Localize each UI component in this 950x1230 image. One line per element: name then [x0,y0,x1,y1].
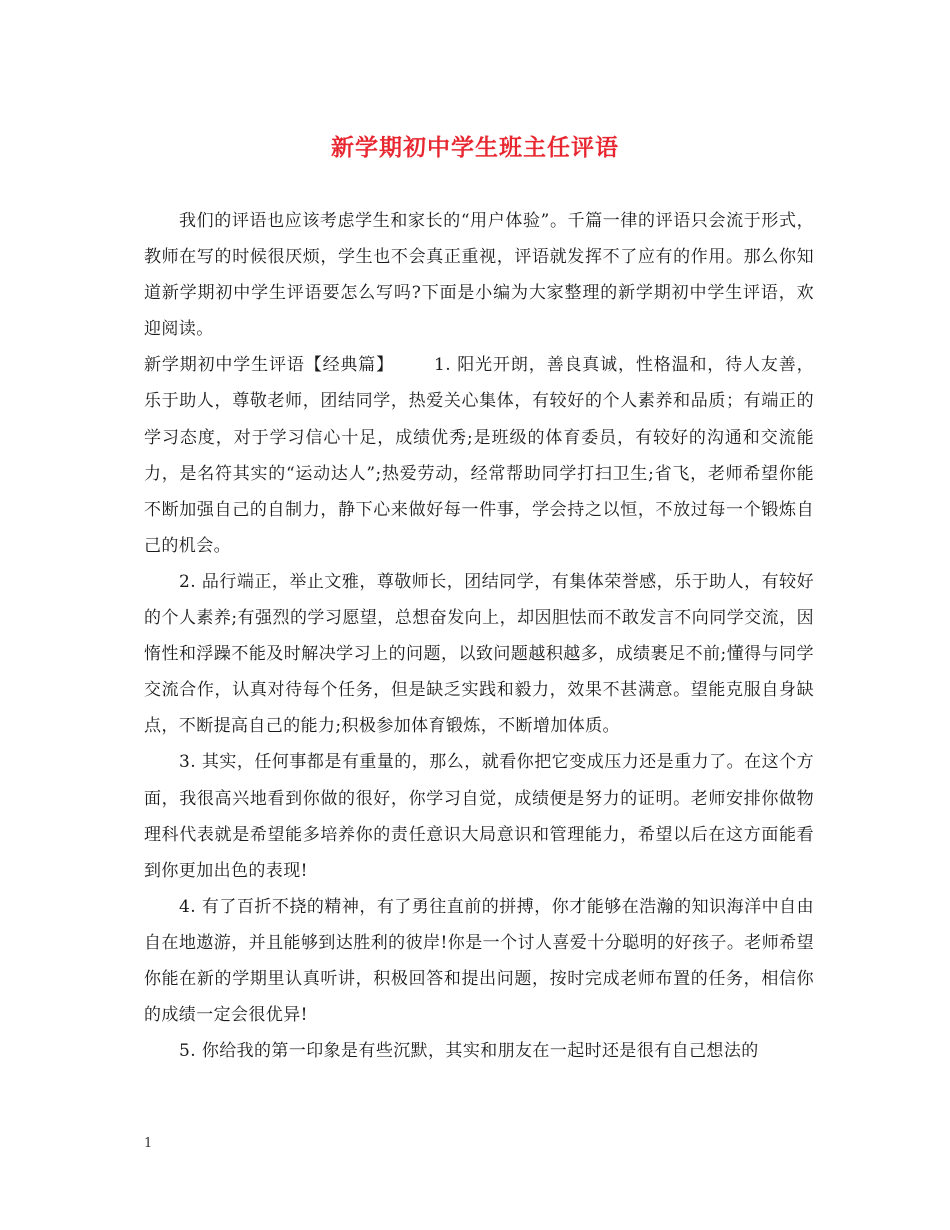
comment-item-4: 4. 有了百折不挠的精神，有了勇往直前的拼搏，你才能够在浩瀚的知识海洋中自由自在地遨游，并且能够到达胜利的彼岸!你是一个讨人喜爱十分聪明的好孩子。老师希望你能在新的学期里认真听讲，积极回答和提出问题，按时完成老师布置的任务，相信你的成绩一定会很优异! [144,896,814,1026]
section-heading: 新学期初中学生评语【经典篇】 [144,355,395,376]
section-paragraph [144,347,814,564]
comment-item-2: 2. 品行端正，举止文雅，尊敬师长，团结同学，有集体荣誉感，乐于助人，有较好的个人素养;有强烈的学习愿望，总想奋发向上，却因胆怯而不敢发言不向同学交流，因惰性和浮躁不能及时解决学习上的问题，以致问题越积越多，成绩裹足不前;懂得与同学交流合作，认真对待每个任务，但是缺乏实践和毅力，效果不甚满意。望能克服自身缺点，不断提高自己的能力;积极参加体育锻炼，不断增加体质。 [144,571,814,737]
comment-item-3: 3. 其实，任何事都是有重量的，那么，就看你把它变成压力还是重力了。在这个方面，我很高兴地看到你做的很好，你学习自觉，成绩便是努力的证明。老师安排你做物理科代表就是希望能多培养你的责任意识大局意识和管理能力，希望以后在这方面能看到你更加出色的表现! [144,752,814,881]
comment-item-5: 5. 你给我的第一印象是有些沉默，其实和朋友在一起时还是很有自己想法的 [179,1041,759,1062]
comment-item-1: 1. 阳光开朗，善良真诚，性格温和，待人友善，乐于助人，尊敬老师，团结同学，热爱关心集体，有较好的个人素养和品质；有端正的学习态度，对于学习信心十足，成绩优秀;是班级的体育委员，有较好的沟通和交流能力，是名符其实的“运动达人”;热爱劳动，经常帮助同学打扫卫生;省飞，老师希望你能不断加强自己的自制力，静下心来做好每一件事，学会持之以恒，不放过每一个锻炼自己的机会。 [144,355,814,556]
page-number: 1 [144,1136,153,1151]
document-body [144,203,814,1069]
document-title: 新学期初中学生班主任评语 [331,134,619,161]
intro-paragraph: 我们的评语也应该考虑学生和家长的“用户体验”。千篇一律的评语只会流于形式，教师在写的时候很厌烦，学生也不会真正重视，评语就发挥不了应有的作用。那么你知道新学期初中学生评语要怎么写吗?下面是小编为大家整理的新学期初中学生评语，欢迎阅读。 [144,211,814,340]
